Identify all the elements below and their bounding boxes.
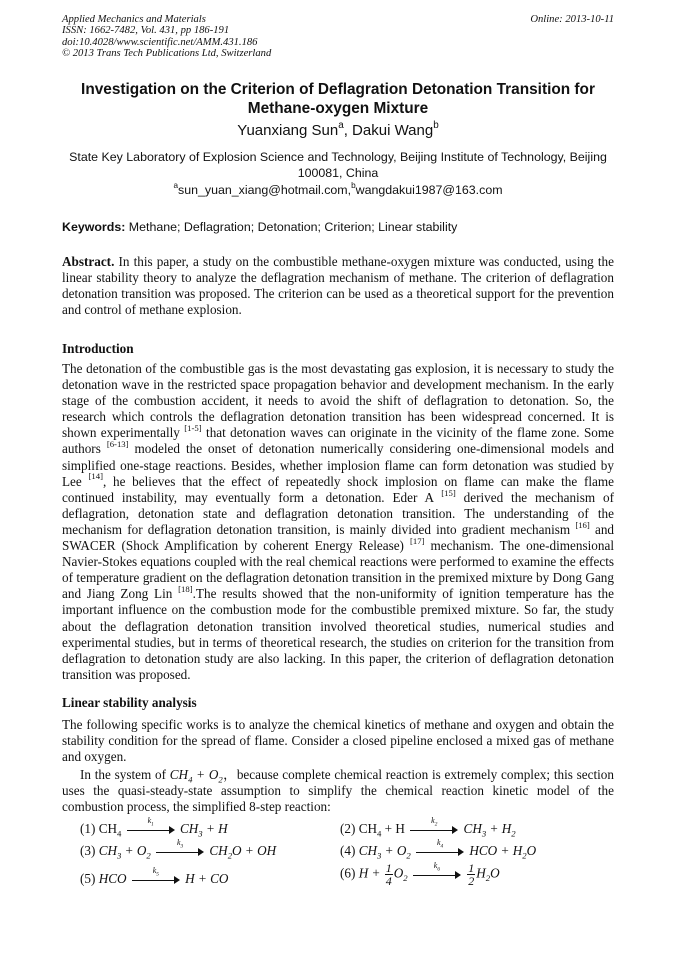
citation: [6-13] [106,439,129,450]
body-text: mechanism. The one-dimensional Navier-Stokes equations coupled with the real chemical reactions were performed to examine the effects of temperature gradient on the deflagration detonation transition in the premixed mixture by Dong Gang and Jiang Zong Lin [62,538,614,602]
body-text: ，because complete chemical reaction is extremely complex; this section uses the quasi-steady-state assumption to simplify the chemical reaction kinetic model of the combustion process, the simplified 8-step reaction: [62,767,614,815]
reaction-3 [80,837,277,861]
body-text: derived the mechanism of deflagration, detonation state and deflagration detonation transition. The understanding of the mechanism for deflagration detonation transition, is mainly divided into gradient mechanism [62,489,614,537]
email-line [62,183,614,198]
formula-part: CH [169,767,189,782]
journal-header [62,14,614,60]
formula-part: + O [381,843,407,858]
formula-part: + H [486,821,512,836]
formula-subscript: 3 [481,828,487,839]
formula-part: + H [381,821,405,836]
author-affiliation-mark: b [433,120,439,132]
formula-part: H + [358,865,384,881]
reaction-1 [80,815,228,839]
body-text: that detonation waves can originate in the vicinity of the flame zone. Some authors [62,425,614,457]
email-address: wangdakui1987@163.com [355,183,503,197]
formula-subscript: 2 [403,873,408,884]
rate-constant: k [176,837,181,847]
online-date: Online: 2013-10-11 [530,14,614,25]
body-text: .The results showed that the non-uniformity of ignition temperature has the important influence on the combustion mode for the combustible premixed mixture. So far, the study about the deflagration detonation transition involved theoretical studies, numerical studies and experimental studies, but in terms of theoretical research, the studies on criterion for the transition from deflagration to detonation study are also lacking. In this paper, the criterion of deflagration detonation transition was proposed. [62,586,614,682]
author-name: Yuanxiang Sun [237,122,339,139]
citation: [16] [575,519,590,530]
formula-subscript: 2 [485,873,491,884]
reaction-6 [340,862,500,887]
fraction [467,862,475,887]
author-line [62,122,614,140]
formula-subscript: 2 [146,850,151,861]
doi-line: doi:10.4028/www.scientific.net/AMM.431.186 [62,36,258,48]
affiliation: State Key Laboratory of Explosion Science and Technology, Beijing Institute of Technology, Beijing 100081, China [69,150,607,180]
formula-subscript: 2 [511,828,516,839]
section-heading-introduction: Introduction [62,341,134,356]
body-text: In the system of [80,767,170,782]
formula-part: CH [358,843,378,858]
reaction-5 [80,865,229,887]
formula-part: + H [202,821,228,836]
reaction-arrow-icon [410,815,458,835]
formula-subscript: 3 [198,828,203,839]
rate-constant: k [147,815,152,825]
reaction-number: (5) [80,871,96,886]
section-heading-linear-stability: Linear stability analysis [62,695,197,710]
rate-constant-index: 1 [151,821,154,828]
formula-part: CH [179,821,199,836]
formula-subscript: 3 [117,850,122,861]
paper-title: Investigation on the Criterion of Deflagration Detonation Transition for Methane-oxygen Mixture [81,81,595,117]
citation: [15] [441,487,456,498]
linear-stability-paragraph: The following specific works is to analyze the chemical kinetics of methane and oxygen and obtain the stability condition for the spread of flame. Consider a closed pipeline enclosed a mixed gas of methane and oxygen. [62,717,614,765]
formula-subscript: 3 [377,850,382,861]
email-mark: b [351,181,356,191]
linear-stability-paragraph [62,767,614,815]
keywords [62,220,614,235]
formula-part: O + OH [232,843,277,858]
fraction-numerator: 1 [385,861,392,875]
body-text: and SWACER (Shock Amplification by coherent Energy Release) [62,521,615,554]
fraction-denominator: 2 [468,874,475,888]
abstract [62,254,614,318]
rate-constant: k [431,815,435,825]
abstract-text: In this paper, a study on the combustible methane-oxygen mixture was conducted, using the linear stability theory to analyze the deflagration mechanism of methane. The criterion of deflagration detonation transition was proposed. The criterion can be used as a theoretical support for the prevention and control of methane explosion. [62,254,614,318]
citation: [17] [409,535,425,546]
formula-subscript: 4 [117,828,122,839]
keywords-text: Methane; Deflagration; Detonation; Criterion; Linear stability [125,220,458,234]
rate-constant: k [152,865,157,875]
reaction-number: (3) [80,843,96,858]
journal-name: Applied Mechanics and Materials [62,14,206,25]
reaction-arrow-icon [127,815,175,835]
citation: [1-5] [184,423,202,434]
formula-part: O [393,865,404,881]
issn-line: ISSN: 1662-7482, Vol. 431, pp 186-191 [62,25,230,37]
abstract-label: Abstract. [62,254,115,269]
citation: [18] [178,584,193,595]
formula-part: O [490,865,500,881]
author-name: Dakui Wang [352,122,434,139]
citation: [14] [88,471,103,482]
formula-subscript: 2 [227,850,233,861]
author-separator: , [343,122,353,139]
reaction-number: (4) [340,843,356,858]
keywords-label: Keywords: [62,220,126,234]
formula-part: + O [121,843,147,858]
inline-formula [169,767,223,785]
copyright-line: © 2013 Trans Tech Publications Ltd, Switzerland [62,48,272,60]
rate-constant-index: 5 [156,871,159,878]
formula-subscript: 2 [522,850,527,861]
rate-constant: k [436,837,441,847]
rate-constant-index: 2 [434,821,438,828]
formula-part: CH [209,843,228,858]
formula-part: H [476,865,486,881]
reaction-arrow-icon [416,837,464,857]
formula-subscript: 2 [406,850,411,861]
formula-part: CH [358,821,378,836]
body-text: The detonation of the combustible gas is the most devastating gas explosion, it is necessary to study the detonation wave in the restricted space propagation behavior and development mechanism. In the early stage of the combustion accident, it needs to avoid the shift of deflagration to detonation. So, the research which controls the deflagration detonation transition has been widespread concerned. It is shown experimentally [62,361,614,441]
formula-subscript: 4 [377,828,382,839]
formula-part: HCO + H [469,843,523,858]
formula-part: H + CO [185,871,229,886]
rate-constant-index: 3 [180,843,184,850]
reaction-arrow-icon [132,865,180,885]
reaction-number: (6) [340,865,356,881]
rate-constant-index: 6 [437,866,440,873]
reaction-number: (1) [80,821,96,836]
rate-constant-index: 4 [440,843,444,850]
email-mark: a [173,181,178,191]
rate-constant: k [433,860,438,870]
introduction-paragraph [62,361,614,683]
formula-part: CH [98,821,118,836]
fraction [385,862,393,887]
reaction-arrow-icon [413,860,461,880]
formula-subscript: 2 [218,774,223,785]
author-affiliation-mark: a [338,120,344,132]
reaction-arrow-icon [156,837,204,857]
body-text: modeled the onset of detonation numerically considering one-dimensional models and simplified one-stage reactions. Besides, whether implosion flame can form detonation was studied by Lee [62,441,614,489]
fraction-numerator: 1 [468,861,475,875]
reaction-number: (2) [340,821,356,836]
body-text: , he believes that the effect of repeatedly shock implosion on flame can make the flame continued instability, may eventually form a detonation. Eder A [62,473,614,505]
formula-subscript: 4 [188,774,193,785]
reaction-4 [340,837,537,861]
fraction-denominator: 4 [385,874,392,888]
formula-part: + O [192,767,219,782]
formula-part: HCO [98,871,127,886]
formula-part: O [526,843,537,858]
reaction-2 [340,815,516,839]
email-address: sun_yuan_xiang@hotmail.com, [178,183,352,197]
formula-part: CH [463,821,482,836]
formula-part: CH [98,843,118,858]
